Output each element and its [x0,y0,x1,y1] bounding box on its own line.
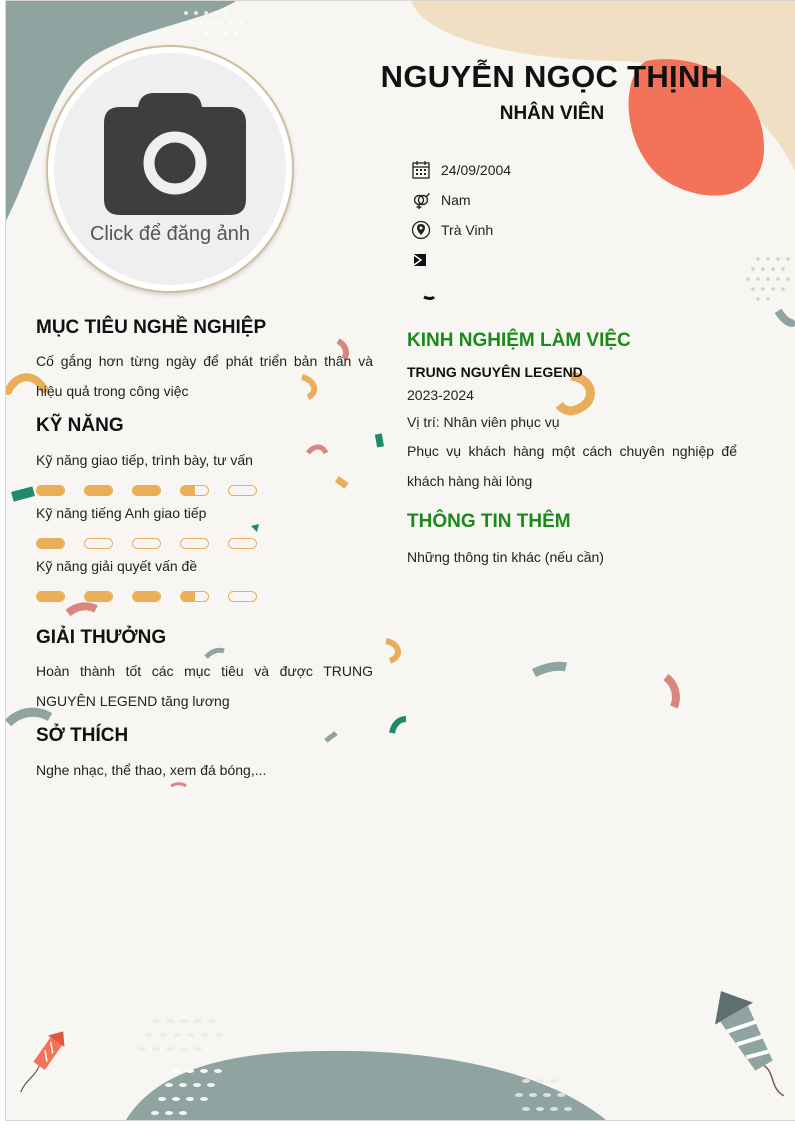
skill-level-segment [132,485,161,496]
skill-level-1 [36,485,257,496]
profile-photo-upload[interactable] [46,45,294,293]
experience-position[interactable]: Vị trí: Nhân viên phục vụ [407,414,560,430]
awards-title[interactable]: GIẢI THƯỞNG [36,627,167,648]
info-location[interactable] [411,219,493,241]
skill-name-1[interactable]: Kỹ năng giao tiếp, trình bày, tư vấn [36,452,253,468]
location-pin-icon [411,220,431,240]
info-email[interactable] [411,249,441,271]
skill-level-segment [180,591,209,602]
extra-info-title[interactable]: THÔNG TIN THÊM [407,511,571,532]
experience-description[interactable]: Phục vụ khách hàng một cách chuyên nghiệp để khách hàng hài lòng [407,443,737,489]
skill-level-segment [36,485,65,496]
objective-text[interactable]: Cố gắng hơn từng ngày để phát triển bản thân và hiệu quả trong công việc [36,353,373,399]
skill-level-2 [36,538,257,549]
info-birthday[interactable] [411,159,511,181]
skill-name-2[interactable]: Kỹ năng tiếng Anh giao tiếp [36,505,207,521]
skill-level-segment [228,485,257,496]
skill-level-segment [180,538,209,549]
hobbies-title[interactable]: SỞ THÍCH [36,725,129,746]
objective-title[interactable]: MỤC TIÊU NGHỀ NGHIỆP [36,317,267,338]
calendar-icon [411,160,431,180]
extra-info-text[interactable]: Những thông tin khác (nếu cần) [407,549,604,565]
info-gender[interactable] [411,189,471,211]
location-value: Trà Vinh [441,222,494,238]
skill-level-segment [180,485,209,496]
profile-photo-placeholder [54,53,286,285]
photo-upload-label: Click để đăng ảnh [89,223,251,245]
gender-icon [411,190,431,210]
skill-level-segment [228,538,257,549]
skill-level-segment [228,591,257,602]
email-icon [411,250,431,270]
birthday-value: 24/09/2004 [441,162,512,178]
cv-page [5,0,795,1121]
skill-level-segment [36,538,65,549]
skills-title[interactable]: KỸ NĂNG [36,415,124,436]
candidate-name[interactable]: NGUYỄN NGỌC THỊNH [380,59,724,94]
skill-level-segment [84,538,113,549]
experience-company[interactable]: TRUNG NGUYÊN LEGEND [407,364,583,380]
skill-level-3 [36,591,257,602]
candidate-role[interactable]: NHÂN VIÊN [499,103,605,124]
skill-level-segment [132,591,161,602]
skill-level-segment [84,485,113,496]
skill-name-3[interactable]: Kỹ năng giải quyết vấn đề [36,558,198,574]
awards-text[interactable]: Hoàn thành tốt các mục tiêu và được TRUNG NGUYÊN LEGEND tăng lương [36,663,373,709]
skill-level-segment [84,591,113,602]
gender-value: Nam [441,192,471,208]
camera-icon [54,53,286,285]
experience-period[interactable]: 2023-2024 [407,387,474,403]
skill-level-segment [36,591,65,602]
skill-level-segment [132,538,161,549]
hobbies-text[interactable]: Nghe nhạc, thể thao, xem đá bóng,... [36,762,267,778]
experience-title[interactable]: KINH NGHIỆM LÀM VIỆC [407,330,631,351]
